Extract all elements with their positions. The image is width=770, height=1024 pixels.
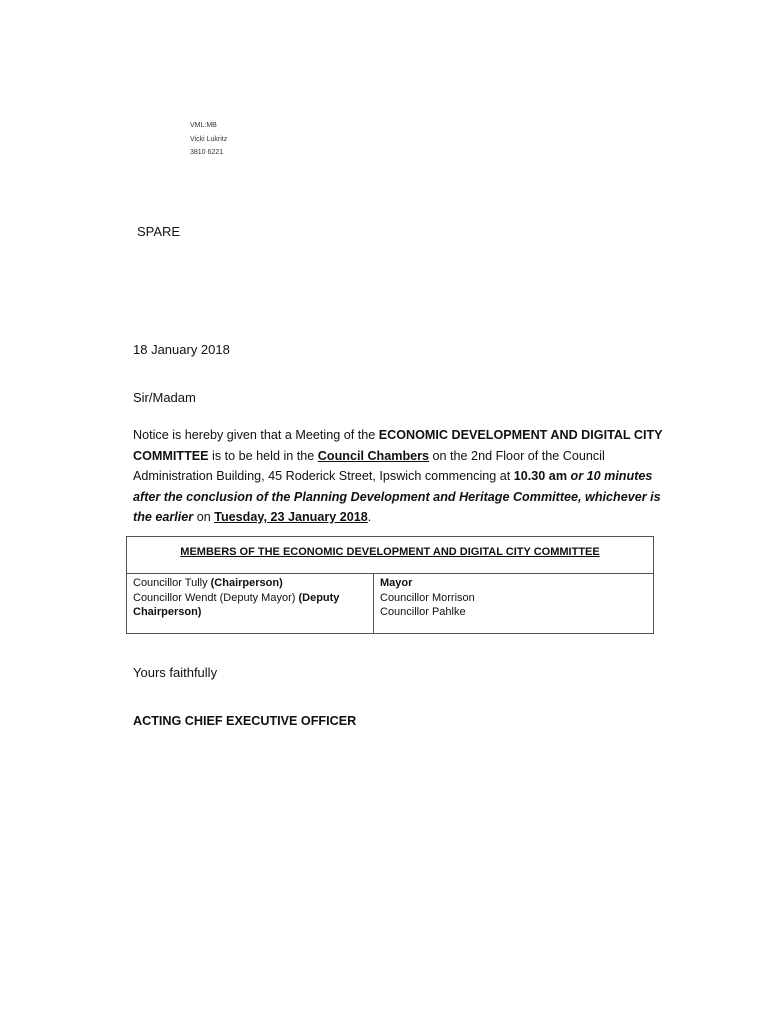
members-left-column <box>127 574 374 633</box>
member-entry: Councillor Pahlke <box>380 606 466 618</box>
member-name: Councillor Tully <box>133 577 211 589</box>
member-role: (Deputy Chairperson) <box>133 591 340 618</box>
member-entry: Councillor Morrison <box>380 591 475 604</box>
notice-text-6: . <box>367 510 372 524</box>
committee-name: ECONOMIC DEVELOPMENT AND DIGITAL CITY COMMITTEE <box>133 428 663 463</box>
members-table <box>126 536 654 634</box>
signoff-title: ACTING CHIEF EXECUTIVE OFFICER <box>133 714 357 728</box>
member-entry <box>133 576 367 591</box>
member-mayor: Mayor <box>380 577 413 589</box>
members-columns <box>127 574 653 633</box>
salutation: Sir/Madam <box>133 390 196 405</box>
letter-date: 18 January 2018 <box>133 342 230 357</box>
closing: Yours faithfully <box>133 665 218 680</box>
members-heading: MEMBERS OF THE ECONOMIC DEVELOPMENT AND DIGITAL CITY COMMITTEE <box>127 537 653 574</box>
meeting-date-underlined: Tuesday, 23 January 2018 <box>214 510 368 524</box>
meeting-time: 10.30 am <box>513 469 568 483</box>
venue <box>318 449 429 463</box>
member-entry <box>133 591 367 620</box>
meeting-date <box>214 510 368 524</box>
spare-label: SPARE <box>137 224 181 239</box>
notice-text-3: on the 2nd Floor of the Council Administration Building, 45 Roderick Street, Ipswich commencing at <box>133 448 605 483</box>
notice-text-2: is to be held in the <box>208 448 318 463</box>
member-role: (Chairperson) <box>210 577 283 589</box>
reference-initials: VML:MB <box>190 122 217 129</box>
member-name: Councillor Wendt (Deputy Mayor) <box>133 591 299 604</box>
notice-text-1: Notice is hereby given that a Meeting of the <box>133 428 379 442</box>
notice-text-5: on <box>193 510 215 524</box>
members-right-column <box>374 574 653 633</box>
venue-underlined: Council Chambers <box>317 448 430 463</box>
notice-paragraph <box>133 425 678 528</box>
meeting-condition: or 10 minutes after the conclusion of the Planning Development and Heritage Committee, whichever is the earlier <box>133 469 661 524</box>
reference-phone: 3810 6221 <box>190 149 224 156</box>
reference-contact-name: Vicki Lukritz <box>190 136 228 143</box>
